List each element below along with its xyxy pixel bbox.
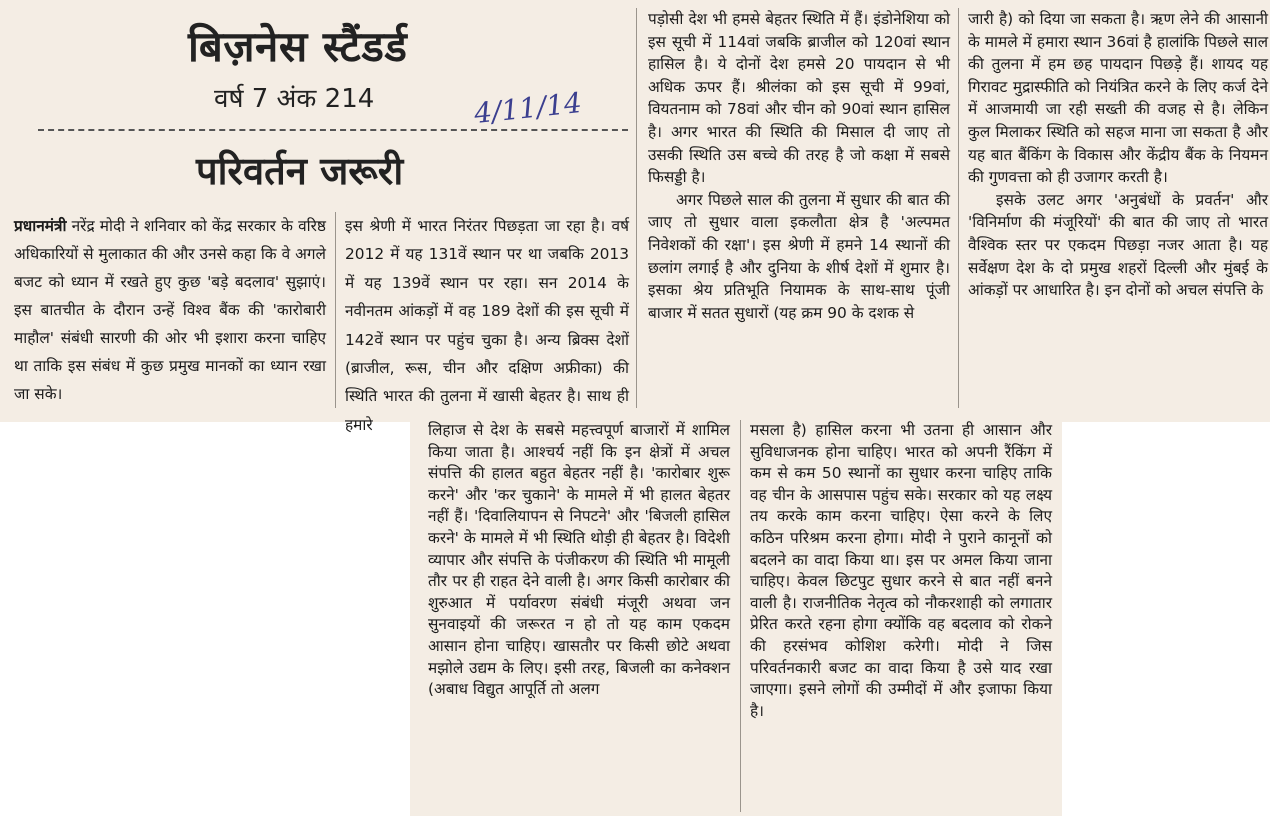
handwritten-date: 4/11/14 [472, 86, 584, 131]
publication-name: बिज़नेस स्टैंडर्ड [188, 22, 408, 71]
article-column-6 [750, 420, 1052, 812]
article-column-3 [648, 8, 950, 408]
article-headline: परिवर्तन जरूरी [196, 149, 404, 193]
issue-number: वर्ष 7 अंक 214 [214, 84, 375, 114]
column-rule [335, 212, 336, 408]
column-6-text: मसला है) हासिल करना भी उतना ही आसान और सुविधाजनक होना चाहिए। भारत को अपनी रैंकिंग में कम से कम 50 स्थानों का सुधार करना चाहिए ताकि वह चीन के आसपास पहुंच सके। सरकार को यह लक्ष्य तय करके काम करना चाहिए। ऐसा करने के लिए कठिन परिश्रम करना होगा। मोदी ने पुराने कानूनों को बदलने का वादा किया था। इस पर अमल किया जाना चाहिए। केवल छिटपुट सुधार करने से बात नहीं बनने वाली है। राजनीतिक नेतृत्व को नौकरशाही को लगातार प्रेरित करते रहना होगा क्योंकि वह बदलाव को रोकने की हरसंभव कोशिश करेगी। मोदी ने जिस परिवर्तनकारी बजट का वादा किया है उसे याद रखा जाएगा। इसने लोगों की उम्मीदों में और इजाफा किया है। [750, 421, 1052, 720]
article-column-4 [968, 8, 1268, 408]
article-column-1 [14, 212, 326, 412]
column-4-paragraph-2: इसके उलट अगर 'अनुबंधों के प्रवर्तन' और 'विनिर्माण की मंजूरियों' की बात की जाए तो भारत वैश्विक स्तर पर एकदम पिछड़ा नजर आता है। यह सर्वेक्षण देश के दो प्रमुख शहरों दिल्ली और मुंबई के आंकड़ों पर आधारित है। इन दोनों को अचल संपत्ति के [968, 190, 1268, 300]
column-3-paragraph-1: पड़ोसी देश भी हमसे बेहतर स्थिति में हैं। इंडोनेशिया को इस सूची में 114वां जबकि ब्राजील को 120वां स्थान हासिल है। ये दोनों देश हमसे 20 पायदान से भी अधिक ऊपर हैं। श्रीलंका को इस सूची में 99वां, वियतनाम को 78वां और चीन को 90वां स्थान हासिल है। अगर भारत की स्थिति की मिसाल दी जाए तो उसकी स्थिति उस बच्चे की तरह है जो कक्षा में सबसे फिसड्डी है। [648, 10, 950, 187]
column-5-text: लिहाज से देश के सबसे महत्त्वपूर्ण बाजारों में शामिल किया जाता है। आश्चर्य नहीं कि इन क्षेत्रों में अचल संपत्ति की हालत बहुत बेहतर नहीं है। 'कारोबार शुरू करने' और 'कर चुकाने' के मामले में भी हालत बेहतर नहीं हैं। 'दिवालियापन से निपटने' और 'बिजली हासिल करने' के मामले में भी स्थिति थोड़ी ही बेहतर है। विदेशी व्यापार और संपत्ति के पंजीकरण की स्थिति भी मामूली तौर पर ही राहत देने वाली है। अगर किसी कारोबार की शुरुआत में पर्यावरण संबंधी मंजूरी अथवा जन सुनवाइयों की जरूरत न हो तो यह काम एकदम आसान होना चाहिए। खासतौर पर किसी छोटे अथवा मझोले उद्यम के लिए। इसी तरह, बिजली का कनेक्शन (अबाध विद्युत आपूर्ति तो अलग [428, 421, 730, 699]
column-4-paragraph-1: जारी है) को दिया जा सकता है। ऋण लेने की आसानी के मामले में हमारा स्थान 36वां है हालांकि पिछले साल की तुलना में हम छह पायदान पिछड़े हैं। शायद यह गिरावट मुद्रास्फीति को नियंत्रित करने के लिए कर्ज देने में आजमायी जा रही सख्ती की वजह से है। लेकिन कुल मिलाकर स्थिति को सहज माना जा सकता है और यह बात बैंकिंग के विकास और केंद्रीय बैंक के नियमन की गुणवत्ता को ही उजागर करती है। [968, 10, 1268, 187]
column-3-paragraph-2: अगर पिछले साल की तुलना में सुधार की बात की जाए तो सुधार वाला इकलौता क्षेत्र है 'अल्पमत निवेशकों की रक्षा'। इस श्रेणी में हमने 14 स्थानों की छलांग लगाई है और दुनिया के शीर्ष देशों में शुमार है। इसका श्रेय प्रतिभूति नियामक के साथ-साथ पूंजी बाजार में सतत सुधारों (यह क्रम 90 के दशक से [648, 190, 950, 322]
column-1-text: नरेंद्र मोदी ने शनिवार को केंद्र सरकार के वरिष्ठ अधिकारियों से मुलाकात की और उनसे कहा कि वे अगले बजट को ध्यान में रखते हुए कुछ 'बड़े बदलाव' सुझाएं। इस बातचीत के दौरान उन्हें विश्व बैंक की 'कारोबारी माहौल' संबंधी सारणी की ओर भी इशारा करना चाहिए था ताकि इस संबंध में कुछ प्रमुख मानकों का ध्यान रखा जा सके। [14, 217, 326, 403]
column-rule [958, 8, 959, 408]
column-rule [740, 420, 741, 812]
article-column-2 [345, 212, 629, 434]
article-column-5 [428, 420, 730, 812]
column-2-text: इस श्रेणी में भारत निरंतर पिछड़ता जा रहा है। वर्ष 2012 में यह 131वें स्थान पर था जबकि 2013 में यह 139वें स्थान पर रहा। सन 2014 के नवीनतम आंकड़ों में वह 189 देशों की इस सूची में 142वें स्थान पर पहुंच चुका है। अन्य ब्रिक्स देशों (ब्राजील, रूस, चीन और दक्षिण अफ्रीका) की स्थिति भारत की तुलना में खासी बेहतर है। साथ ही हमारे [345, 217, 629, 434]
lead-word: प्रधानमंत्री [14, 217, 67, 235]
dashed-divider [38, 129, 628, 131]
column-rule [636, 8, 637, 408]
